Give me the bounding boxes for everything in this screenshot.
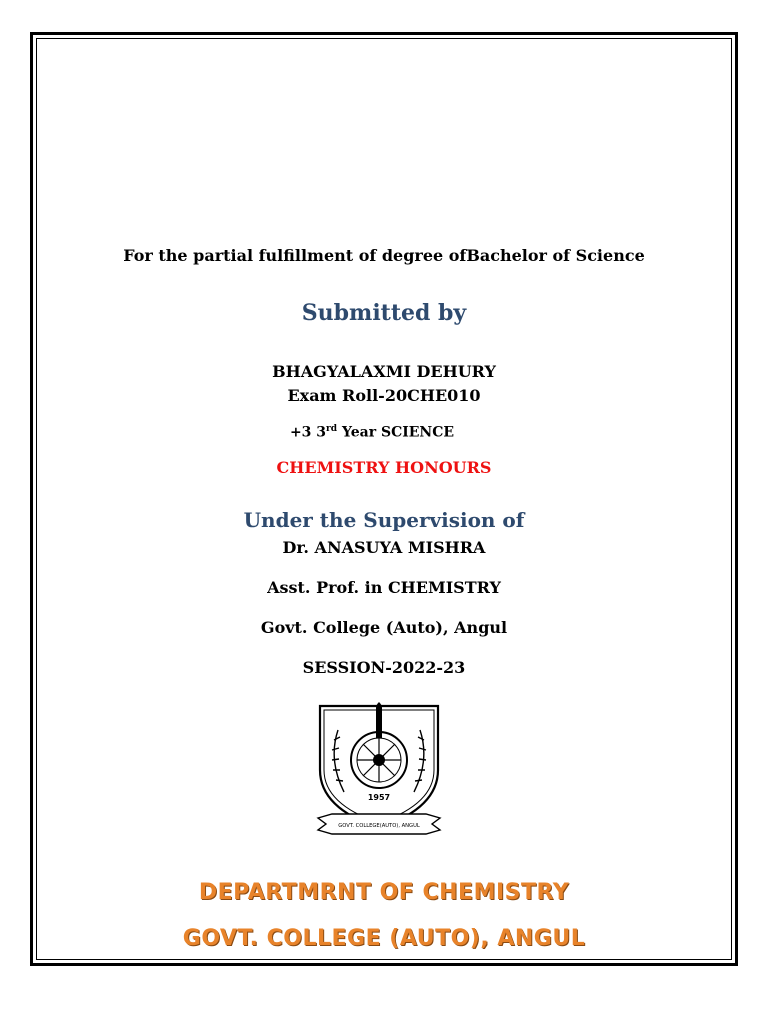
purpose-statement: For the partial fulfillment of degree ofBachelor of Science	[123, 246, 645, 265]
session-label: SESSION-2022-23	[302, 658, 466, 677]
college-banner: GOVT. COLLEGE (AUTO), ANGUL	[182, 926, 586, 951]
year-prefix: +3 3	[289, 424, 327, 441]
college-seal-logo	[314, 700, 444, 840]
year-suffix: Year SCIENCE	[337, 424, 455, 441]
seal-year: 1957	[367, 793, 391, 802]
college-name: Govt. College (Auto), Angul	[260, 618, 508, 637]
submitted-by-heading: Submitted by	[301, 300, 467, 326]
supervision-heading: Under the Supervision of	[243, 508, 525, 532]
honours-subject: CHEMISTRY HONOURS	[276, 458, 492, 477]
year-ordinal: rd	[326, 424, 338, 434]
seal-scroll-text: GOVT. COLLEGE(AUTO), ANGUL	[338, 823, 420, 829]
year-line	[0, 424, 756, 441]
supervisor-designation: Asst. Prof. in CHEMISTRY	[267, 578, 501, 597]
supervisor-name: Dr. ANASUYA MISHRA	[282, 538, 486, 557]
student-name: BHAGYALAXMI DEHURY	[272, 362, 496, 381]
department-banner: DEPARTMRNT OF CHEMISTRY	[198, 880, 570, 905]
exam-roll: Exam Roll-20CHE010	[287, 386, 481, 405]
